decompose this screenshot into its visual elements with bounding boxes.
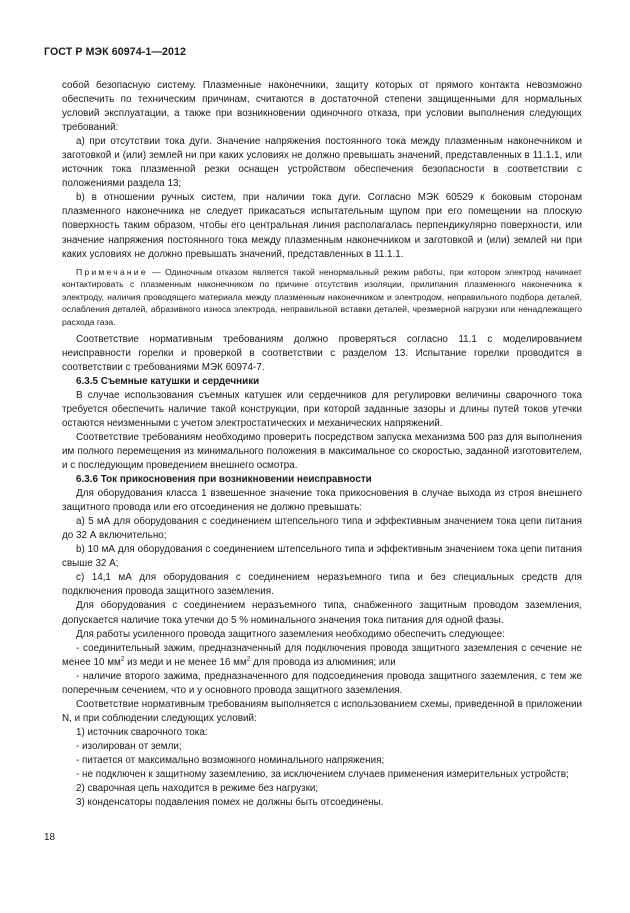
note-label: Примечание [76, 266, 148, 277]
list-item: - питается от максимально возможного номинального напряжения; [76, 754, 385, 766]
list-item: - наличие второго зажима, предназначенного для подсоединения провода защитного заземления, с тем же поперечным сечением, что и у основного провода защитного заземления. [62, 670, 582, 696]
list-item: 3) конденсаторы подавления помех не должны быть отсоединены. [76, 797, 384, 809]
note [62, 266, 582, 329]
paragraph: Соответствие нормативным требованиям должно проверяться согласно 11.1 с моделированием неисправности горелки и проверкой в соответствии с разделом 13. Испытание горелки проводится в соответствии с требованиями МЭК 60974-7. [62, 333, 582, 373]
paragraph: Для оборудования с соединением неразъемного типа, снабженного защитным проводом заземления, допускается наличие тока утечки до 5 % номинального значения тока питания для одной фазы. [62, 600, 582, 626]
document-header: ГОСТ Р МЭК 60974-1—2012 [44, 46, 187, 58]
paragraph: a) при отсутствии тока дуги. Значение напряжения постоянного тока между плазменным наконечником и заготовкой и (или) землей ни при каких условиях не должно превышать значений, представленных в 11.1.1, или источник тока плазменной резки оснащен устройством обеспечения безопасности в соответствии с положениями раздела 13; [62, 136, 582, 190]
list-item: c) 14,1 мА для оборудования с соединением неразъемного типа и без специальных средств для подключения провода защитного заземления. [62, 572, 582, 598]
list-item: b) 10 мА для оборудования с соединением штепсельного типа и эффективным значением тока цепи питания свыше 32 А; [62, 544, 582, 570]
page-number: 18 [44, 832, 56, 843]
paragraph: В случае использования съемных катушек или сердечников для регулировки величины сварочного тока требуется обеспечить наличие такой конструкции, при которой заданные зазоры и длины путей токов утечки остаются неизменными с учетом электростатических и механических напряжений. [62, 389, 582, 429]
paragraph: Для работы усиленного провода защитного заземления необходимо обеспечить следующее: [76, 628, 505, 640]
list-item: 2) сварочная цепь находится в режиме без нагрузки; [76, 783, 319, 795]
list-item: a) 5 мА для оборудования с соединением штепсельного типа и эффективным значением тока цепи питания до 32 А включительно; [62, 516, 582, 542]
paragraph: собой безопасную систему. Плазменные наконечники, защиту которых от прямого контакта невозможно обеспечить по техническим причинам, считаются в достаточной степени защищенными для нормальных условий эксплуатации, а также при возникновении одиночного отказа, при условии выполнения следующих требований: [62, 80, 582, 134]
list-item: 1) источник сварочного тока: [76, 726, 208, 738]
list-item: - не подключен к защитному заземлению, за исключением случаев применения измерительных устройств; [76, 769, 569, 781]
paragraph: Соответствие нормативным требованиям выполняется с использованием схемы, приведенной в приложении N, и при соблюдении следующих условий: [62, 698, 582, 724]
section-heading-6-3-6: 6.3.6 Ток прикосновения при возникновении неисправности [76, 474, 372, 486]
paragraph: Для оборудования класса 1 взвешенное значение тока прикосновения в случае выхода из строя внешнего защитного провода или его отсоединения не должно превышать: [62, 488, 582, 514]
paragraph: b) в отношении ручных систем, при наличии тока дуги. Согласно МЭК 60529 к боковым сторонам плазменного наконечника не следует прикасаться испытательным щупом при его помещении на плоскую поверхность таким образом, чтобы его центральная линия располагалась перпендикулярно поверхности, или значение напряжения постоянного тока между плазменным наконечником и заготовкой и (или) землей ни при каких условиях не должно превышать значений, представленных в 11.1.1. [62, 192, 582, 260]
document-body [62, 79, 582, 810]
list-item: - соединительный зажим, предназначенный для подключения провода защитного заземления с сечение не менее 10 $мм^2$ из меди и не менее 16 $мм^2$ для провода из алюминия; или [62, 642, 582, 668]
paragraph: Соответствие требованиям необходимо проверить посредством запуска механизма 500 раз для выполнения им полного перемещения из минимального положения в максимальное со скоростью, заданной изготовителем, и с последующим проведением внешнего осмотра. [62, 431, 582, 471]
section-heading-6-3-5: 6.3.5 Съемные катушки и сердечники [76, 375, 260, 387]
list-item: - изолирован от земли; [76, 740, 182, 752]
note-text: — Одиночным отказом является такой ненормальный режим работы, при котором электрод начинает контактировать с плазменным наконечником по причине отсутствия изоляции, прилипания плазменного наконечника к электроду, наличия проводящего материала между плазменным наконечником и электродом, неправильного подбора деталей, ослабления деталей, абразивного износа электрода, неправильной вставки деталей, чрезмерной нагрузки или ненадлежащего расхода газа. [62, 266, 582, 327]
